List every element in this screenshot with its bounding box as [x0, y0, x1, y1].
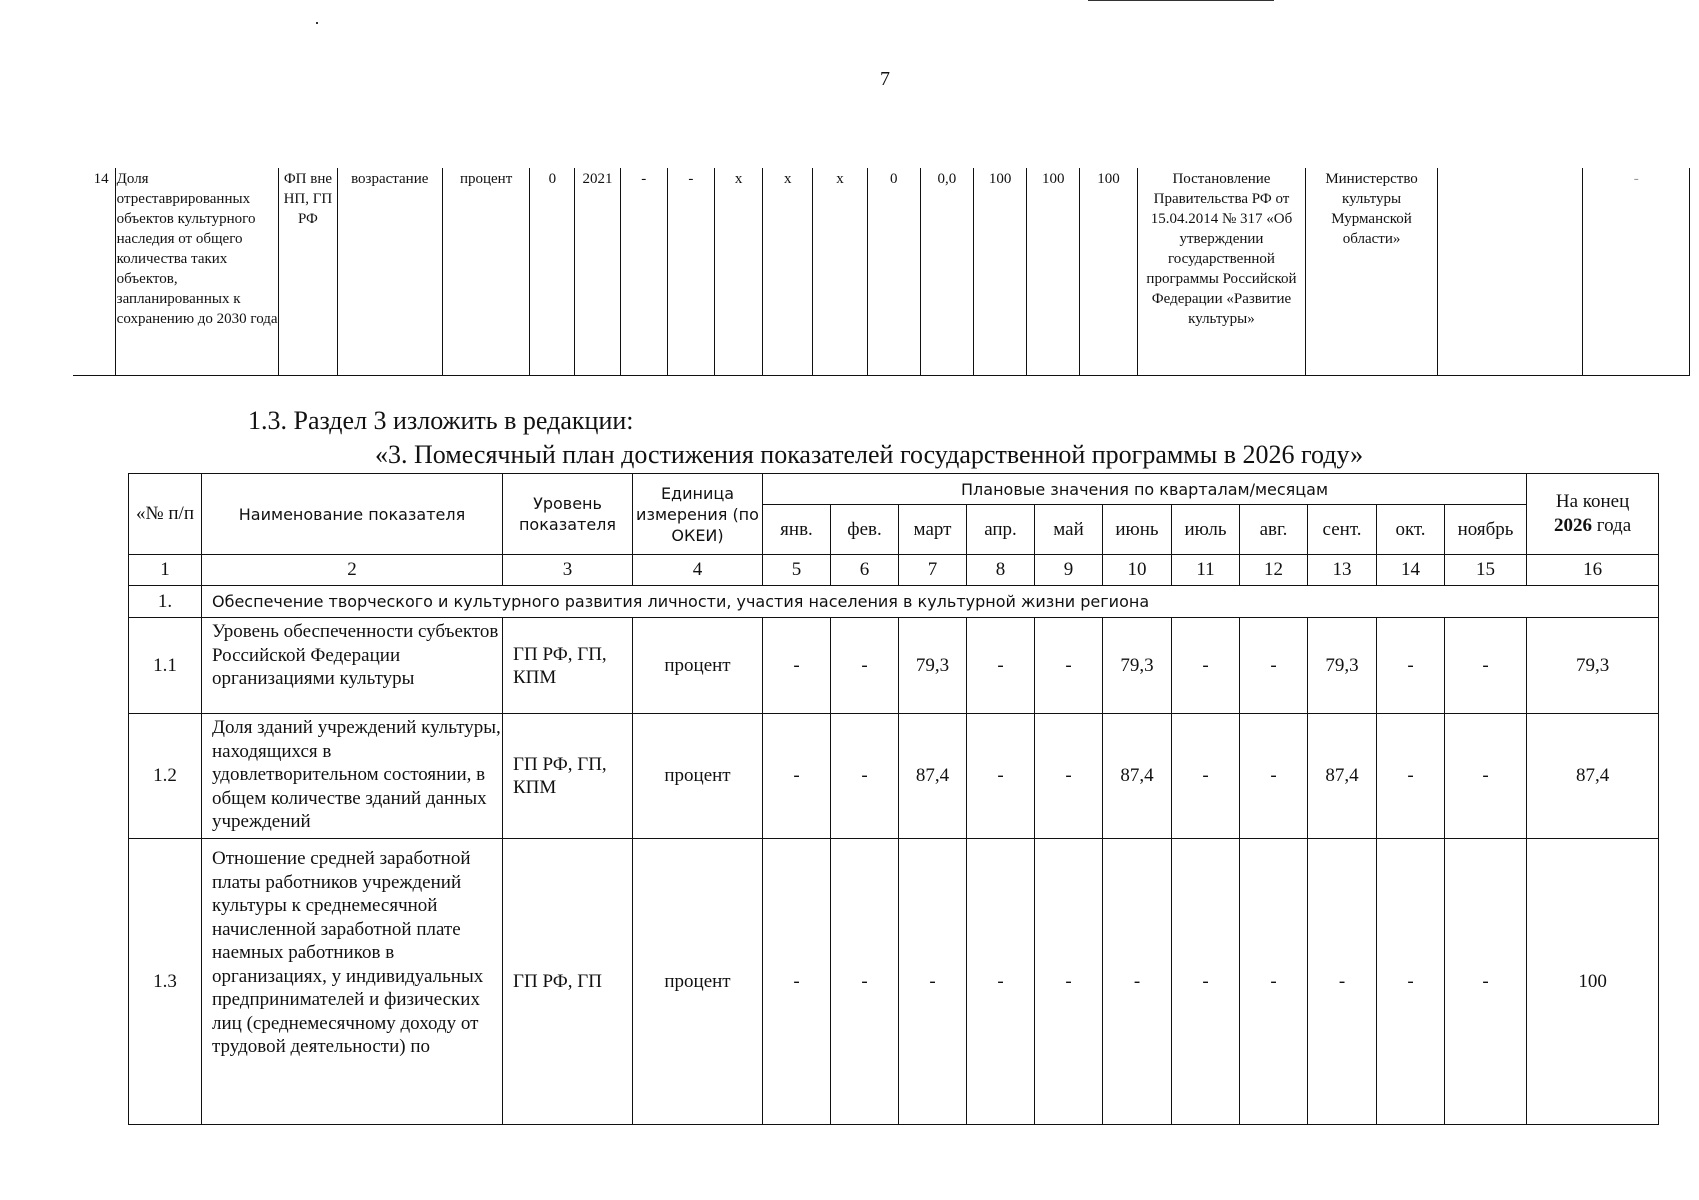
indicator-trend: возрастание — [337, 168, 442, 376]
month-value: - — [831, 618, 899, 714]
year-end-value: 87,4 — [1527, 714, 1659, 839]
month-value: - — [1377, 618, 1445, 714]
month-value: - — [967, 618, 1035, 714]
month-value: 79,3 — [899, 618, 967, 714]
table-cell: х — [763, 168, 813, 376]
month-value: - — [763, 839, 831, 1125]
month-value: - — [1377, 839, 1445, 1125]
column-index: 13 — [1308, 555, 1377, 586]
table-cell: 0,0 — [920, 168, 973, 376]
header-row — [129, 474, 1659, 505]
month-value: - — [1240, 714, 1308, 839]
table-row — [73, 168, 1690, 376]
continuation-table — [73, 168, 1690, 376]
base-value: 0 — [530, 168, 575, 376]
monthly-plan-table — [128, 473, 1659, 1125]
column-index: 14 — [1377, 555, 1445, 586]
header-year-end-suffix: года — [1596, 515, 1632, 536]
responsible-body: Министерство культуры Мурманской области» — [1306, 168, 1438, 376]
header-month: ноябрь — [1445, 505, 1527, 555]
column-index: 16 — [1527, 555, 1659, 586]
header-month: сент. — [1308, 505, 1377, 555]
indicator-unit: процент — [633, 618, 763, 714]
month-value: - — [1240, 618, 1308, 714]
month-value: 87,4 — [1103, 714, 1172, 839]
row-number: 1.1 — [129, 618, 202, 714]
month-value: 79,3 — [1308, 618, 1377, 714]
scan-dot — [316, 22, 318, 24]
indicator-name: Доля отреставрированных объектов культурного наследия от общего количества таких объектов, запланированных к сохранению до 2030 года — [115, 168, 279, 376]
column-index: 6 — [831, 555, 899, 586]
table-row — [129, 839, 1659, 1125]
header-level: Уровень показателя — [503, 474, 633, 555]
indicator-level: ГП РФ, ГП — [503, 839, 633, 1125]
section-row — [129, 586, 1659, 618]
header-month: июль — [1172, 505, 1240, 555]
table-row — [129, 714, 1659, 839]
header-month: авг. — [1240, 505, 1308, 555]
header-year-end — [1527, 474, 1659, 555]
table-cell: 100 — [1080, 168, 1137, 376]
header-year-end-prefix: На конец — [1555, 491, 1630, 512]
row-number: 14 — [73, 168, 115, 376]
table-cell: - — [667, 168, 714, 376]
month-value: - — [1240, 839, 1308, 1125]
month-value: - — [967, 714, 1035, 839]
table-row — [129, 618, 1659, 714]
header-month: фев. — [831, 505, 899, 555]
header-month: янв. — [763, 505, 831, 555]
year-end-value: 79,3 — [1527, 618, 1659, 714]
header-plan-group: Плановые значения по кварталам/месяцам — [763, 474, 1527, 505]
table-cell: х — [715, 168, 763, 376]
indicator-name: Отношение средней заработной платы работников учреждений культуры к среднемесячной начисленной заработной плате наемных работников в организациях, у индивидуальных предпринимателей и физических лиц (среднемесячному доходу от трудовой деятельности) по — [202, 839, 503, 1125]
base-year: 2021 — [575, 168, 620, 376]
month-value: - — [1445, 714, 1527, 839]
top-rule-line — [1088, 0, 1274, 1]
month-value: - — [831, 714, 899, 839]
table-cell: 100 — [974, 168, 1027, 376]
column-index: 8 — [967, 555, 1035, 586]
column-index: 2 — [202, 555, 503, 586]
column-index: 1 — [129, 555, 202, 586]
header-month: окт. — [1377, 505, 1445, 555]
month-value: - — [763, 714, 831, 839]
month-value: - — [1035, 714, 1103, 839]
month-value: - — [763, 618, 831, 714]
section-heading: 1.3. Раздел 3 изложить в редакции: — [248, 406, 634, 435]
row-number: 1.2 — [129, 714, 202, 839]
header-month: май — [1035, 505, 1103, 555]
section-title: Обеспечение творческого и культурного развития личности, участия населения в культурной жизни региона — [202, 586, 1659, 618]
indicator-level: ГП РФ, ГП, КПМ — [503, 618, 633, 714]
month-value: 87,4 — [1308, 714, 1377, 839]
month-value: - — [831, 839, 899, 1125]
header-month: июнь — [1103, 505, 1172, 555]
table-cell — [1437, 168, 1583, 376]
column-index: 4 — [633, 555, 763, 586]
table-cell: - — [620, 168, 667, 376]
column-index: 11 — [1172, 555, 1240, 586]
table-cell: х — [813, 168, 867, 376]
header-num: «№ п/п — [129, 474, 202, 555]
month-value: - — [1445, 839, 1527, 1125]
month-value: - — [1172, 714, 1240, 839]
column-index-row — [129, 555, 1659, 586]
table-cell: - — [1583, 168, 1690, 376]
column-index: 3 — [503, 555, 633, 586]
month-value: - — [1035, 839, 1103, 1125]
indicator-unit: процент — [633, 839, 763, 1125]
page-number: 7 — [880, 68, 890, 90]
indicator-level: ГП РФ, ГП, КПМ — [503, 714, 633, 839]
header-month: март — [899, 505, 967, 555]
indicator-name: Уровень обеспеченности субъектов Российской Федерации организациями культуры — [202, 618, 503, 714]
month-value: 87,4 — [899, 714, 967, 839]
column-index: 9 — [1035, 555, 1103, 586]
month-value: - — [1172, 839, 1240, 1125]
column-index: 7 — [899, 555, 967, 586]
indicator-level: ФП вне НП, ГП РФ — [279, 168, 337, 376]
month-value: - — [1377, 714, 1445, 839]
year-end-value: 100 — [1527, 839, 1659, 1125]
month-value: 79,3 — [1103, 618, 1172, 714]
header-year-end-year: 2026 — [1554, 515, 1593, 536]
header-unit: Единица измерения (по ОКЕИ) — [633, 474, 763, 555]
header-name: Наименование показателя — [202, 474, 503, 555]
table-cell: 0 — [867, 168, 920, 376]
month-value: - — [1035, 618, 1103, 714]
month-value: - — [967, 839, 1035, 1125]
table-cell: 100 — [1027, 168, 1080, 376]
month-value: - — [1445, 618, 1527, 714]
indicator-name: Доля зданий учреждений культуры, находящихся в удовлетворительном состоянии, в общем количестве зданий данных учреждений — [202, 714, 503, 839]
month-value: - — [1103, 839, 1172, 1125]
month-value: - — [1308, 839, 1377, 1125]
indicator-unit: процент — [442, 168, 529, 376]
column-index: 10 — [1103, 555, 1172, 586]
column-index: 15 — [1445, 555, 1527, 586]
document-reference: Постановление Правительства РФ от 15.04.2014 № 317 «Об утверждении государственной программы Российской Федерации «Развитие культуры» — [1137, 168, 1306, 376]
row-number: 1.3 — [129, 839, 202, 1125]
month-value: - — [1172, 618, 1240, 714]
header-month: апр. — [967, 505, 1035, 555]
column-index: 5 — [763, 555, 831, 586]
section-subheading: «3. Помесячный план достижения показателей государственной программы в 2026 году» — [375, 440, 1364, 469]
month-value: - — [899, 839, 967, 1125]
column-index: 12 — [1240, 555, 1308, 586]
section-number: 1. — [129, 586, 202, 618]
indicator-unit: процент — [633, 714, 763, 839]
